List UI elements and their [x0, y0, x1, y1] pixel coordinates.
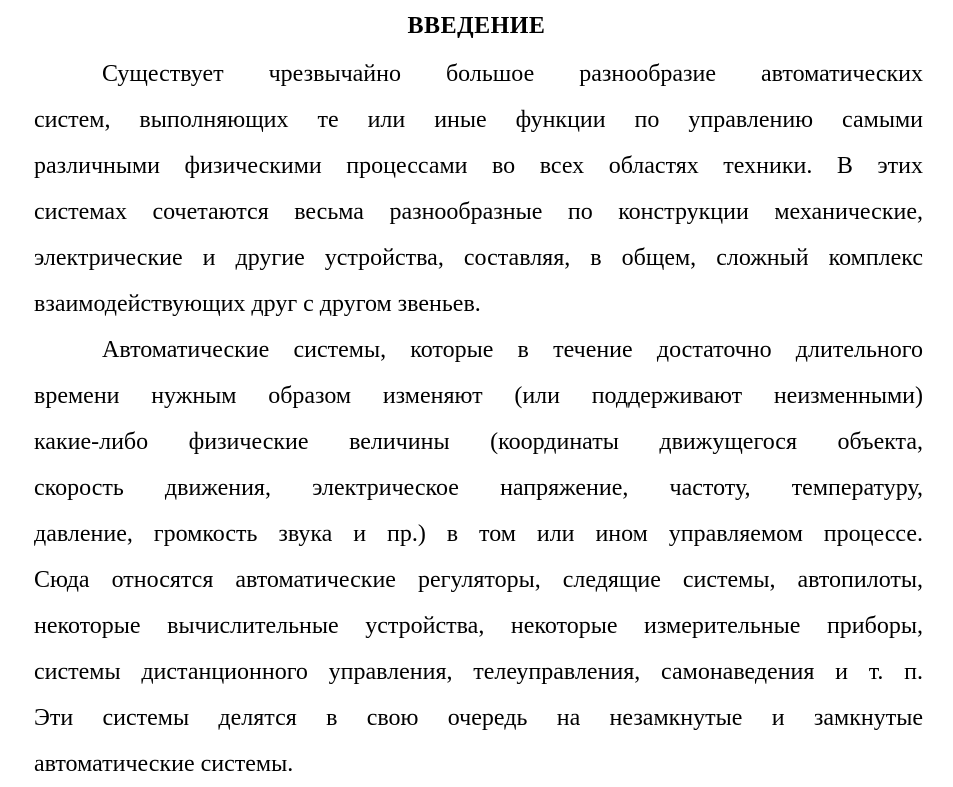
paragraph-1-line-4: системах сочетаются весьма разнообразные по конструкции механические, [34, 199, 923, 225]
paragraph-2-line-3: какие-либо физические величины (координаты движущегося объекта, [34, 429, 923, 455]
paragraph-1-line-2: систем, выполняющих те или иные функции по управлению самыми [34, 107, 923, 133]
paragraph-2-line-4: скорость движения, электрическое напряжение, частоту, температуру, [34, 475, 923, 501]
paragraph-2-line-10: автоматические системы. [34, 751, 294, 777]
paragraph-2-line-7: некоторые вычислительные устройства, некоторые измерительные приборы, [34, 613, 923, 639]
paragraph-2-line-8: системы дистанционного управления, телеуправления, самонаведения и т. п. [34, 659, 923, 685]
section-title: ВВЕДЕНИЕ [407, 13, 546, 39]
paragraph-1-line-6: взаимодействующих друг с другом звеньев. [34, 291, 481, 317]
paragraph-2-line-6: Сюда относятся автоматические регуляторы, следящие системы, автопилоты, [34, 567, 923, 593]
paragraph-2-line-2: времени нужным образом изменяют (или поддерживают неизменными) [34, 383, 923, 409]
paragraph-1-line-5: электрические и другие устройства, составляя, в общем, сложный комплекс [34, 245, 923, 271]
paragraph-2-line-5: давление, громкость звука и пр.) в том или ином управляемом процессе. [34, 521, 923, 547]
paragraph-2-line-9: Эти системы делятся в свою очередь на незамкнутые и замкнутые [34, 705, 923, 731]
paragraph-1-line-3: различными физическими процессами во всех областях техники. В этих [34, 153, 923, 179]
paragraph-2-line-1: Автоматические системы, которые в течение достаточно длительного [102, 337, 923, 363]
paragraph-1-line-1: Существует чрезвычайно большое разнообразие автоматических [102, 61, 923, 87]
